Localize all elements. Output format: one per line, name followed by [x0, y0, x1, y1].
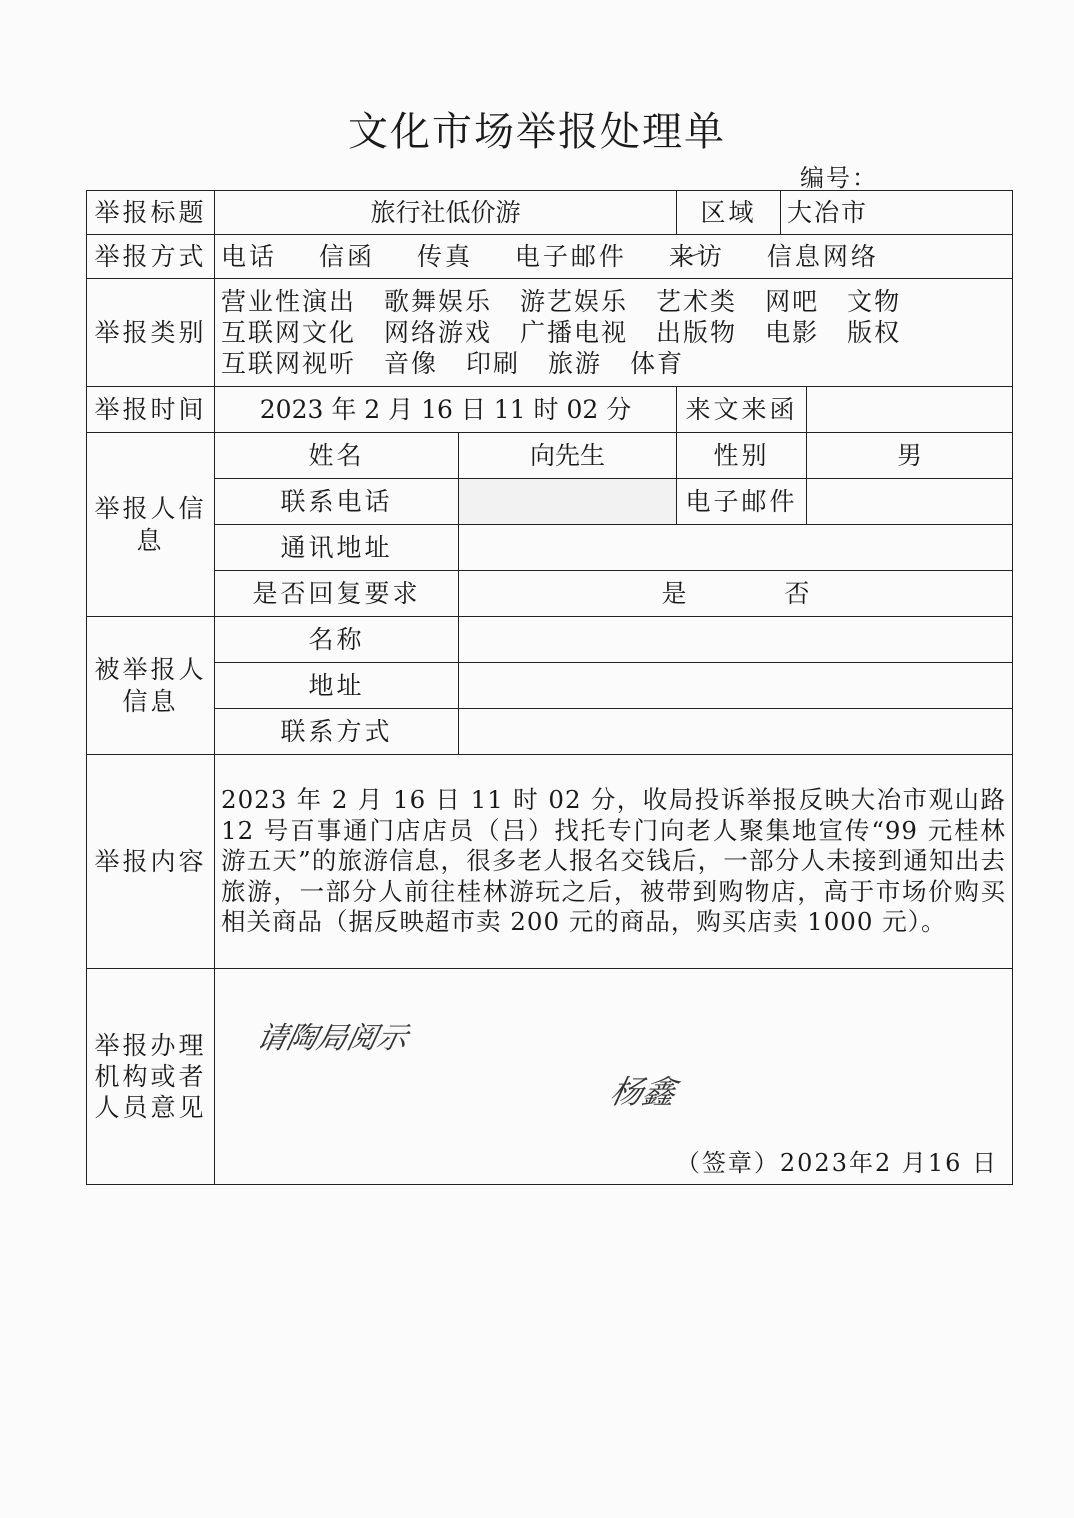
category-option: 印刷	[466, 349, 521, 379]
category-option: 电影	[765, 317, 820, 347]
handwritten-opinion: 请陶局阅示	[253, 1020, 411, 1056]
reporter-name-label: 姓名	[215, 433, 459, 479]
reporter-address-row	[87, 525, 1013, 571]
content-row	[87, 755, 1013, 969]
category-option: 艺术类	[656, 286, 738, 316]
reporter-phone-row	[87, 479, 1013, 525]
region-label: 区域	[677, 191, 781, 235]
category-options	[215, 279, 1013, 387]
method-option-letter: 信函	[318, 241, 375, 271]
category-option: 歌舞娱乐	[384, 286, 493, 316]
reporter-name-row	[87, 433, 1013, 479]
handwritten-signature: 杨鑫	[606, 1072, 680, 1111]
reporter-reply-row	[87, 571, 1013, 617]
reporter-info-label: 举报人信息	[87, 433, 215, 617]
category-option: 体育	[630, 349, 685, 379]
reporter-email-value	[807, 479, 1013, 525]
reported-info-label: 被举报人信息	[87, 617, 215, 755]
category-option: 互联网视听	[221, 349, 357, 379]
category-line-2	[221, 317, 1006, 348]
subject-label: 举报标题	[87, 191, 215, 235]
category-label: 举报类别	[87, 279, 215, 387]
reporter-phone-value	[459, 479, 677, 525]
method-label: 举报方式	[87, 235, 215, 279]
subject-row	[87, 191, 1013, 235]
form-title: 文化市场举报处理单	[348, 109, 726, 155]
doc-source-value	[807, 387, 1013, 433]
opinion-row	[87, 969, 1013, 1185]
reported-address-label: 地址	[215, 663, 459, 709]
content-label: 举报内容	[87, 755, 215, 969]
reporter-gender-label: 性别	[677, 433, 807, 479]
reported-contact-value	[459, 709, 1013, 755]
opinion-cell	[215, 969, 1013, 1185]
category-option-tourism-checked: 旅游	[548, 349, 603, 379]
category-option: 广播电视	[520, 317, 629, 347]
reporter-phone-label: 联系电话	[215, 479, 459, 525]
reported-name-label: 名称	[215, 617, 459, 663]
category-option: 音像	[384, 349, 439, 379]
method-options	[215, 235, 1013, 279]
report-form-table	[86, 190, 1013, 1185]
reply-yes-option: 是	[661, 578, 687, 608]
stamp-date-line	[676, 1148, 998, 1178]
time-label: 举报时间	[87, 387, 215, 433]
opinion-label: 举报办理机构或者人员意见	[87, 969, 215, 1185]
reported-name-row	[87, 617, 1013, 663]
category-line-3	[221, 348, 1006, 379]
method-option-email: 电子邮件	[514, 241, 627, 271]
reply-no-option: 否	[784, 578, 810, 608]
category-option: 出版物	[656, 317, 738, 347]
method-row	[87, 235, 1013, 279]
category-option: 文物	[847, 286, 902, 316]
method-option-network: 信息网络	[766, 241, 879, 271]
reply-required-label: 是否回复要求	[215, 571, 459, 617]
time-row	[87, 387, 1013, 433]
subject-value: 旅行社低价游	[215, 191, 677, 235]
category-option: 营业性演出	[221, 286, 357, 316]
content-text: 2023 年 2 月 16 日 11 时 02 分，收局投诉举报反映大冶市观山路 12 号百事通门店店员（吕）找托专门向老人聚集地宣传“99 元桂林游五天”的旅游信息，很多老人报名交钱后，一部分人未接到通知出去旅游，一部分人前往桂林游玩之后，被带到购物店，高于市场价购买相关商品（据反映超市卖 200 元的商品，购买店卖 1000 元）。	[215, 755, 1013, 969]
sign-date: 2023年2 月16 日	[779, 1148, 999, 1177]
doc-source-label: 来文来函	[677, 387, 807, 433]
reported-address-row	[87, 663, 1013, 709]
method-option-fax: 传真	[416, 241, 473, 271]
reporter-name-value: 向先生	[459, 433, 677, 479]
time-value: 2023 年 2 月 16 日 11 时 02 分	[215, 387, 677, 433]
category-line-1	[221, 286, 1006, 317]
category-row	[87, 279, 1013, 387]
reporter-address-value	[459, 525, 1013, 571]
doc-number-label: 编号：	[800, 164, 878, 192]
category-option: 版权	[847, 317, 902, 347]
category-option: 网络游戏	[384, 317, 493, 347]
reporter-email-label: 电子邮件	[677, 479, 807, 525]
category-option: 互联网文化	[221, 317, 357, 347]
reported-address-value	[459, 663, 1013, 709]
reported-name-value	[459, 617, 1013, 663]
stamp-label: （签章）	[675, 1148, 780, 1177]
reported-contact-row	[87, 709, 1013, 755]
reported-contact-label: 联系方式	[215, 709, 459, 755]
category-option: 网吧	[765, 286, 820, 316]
method-option-visit-checked: 来访	[668, 241, 725, 271]
reporter-address-label: 通讯地址	[215, 525, 459, 571]
method-option-phone: 电话	[221, 241, 278, 271]
reply-required-options	[459, 571, 1013, 617]
region-value: 大冶市	[781, 191, 1013, 235]
category-option: 游艺娱乐	[520, 286, 629, 316]
reporter-gender-value: 男	[807, 433, 1013, 479]
